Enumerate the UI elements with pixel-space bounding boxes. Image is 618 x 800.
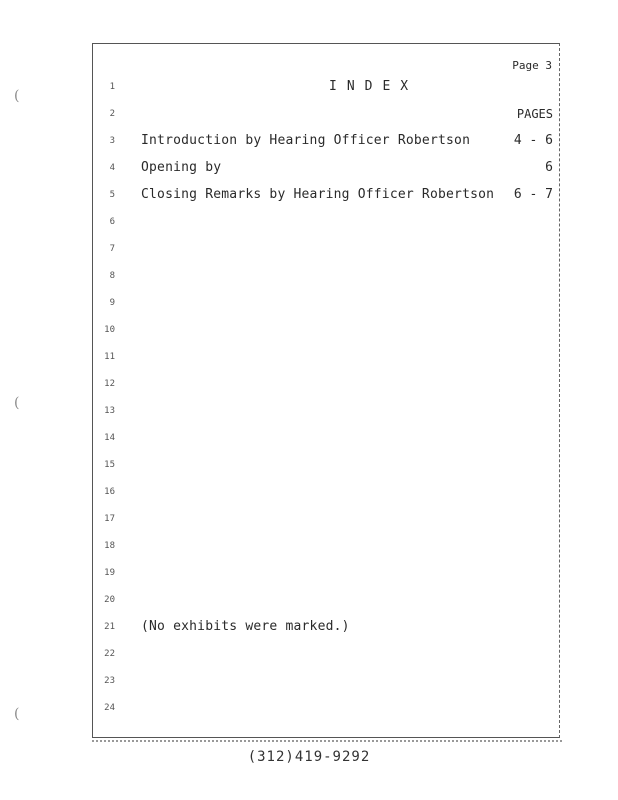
index-title: INDEX <box>329 79 419 94</box>
line-number-11: 11 <box>104 352 115 362</box>
line-number-10: 10 <box>104 325 115 335</box>
index-entry-text: Closing Remarks by Hearing Officer Robertson <box>141 187 495 202</box>
footer-phone-number: (312)419-9292 <box>247 749 371 765</box>
line-number-13: 13 <box>104 406 115 416</box>
page-number-label: Page 3 <box>512 59 552 72</box>
line-number-3: 3 <box>109 136 115 146</box>
exhibits-note: (No exhibits were marked.) <box>141 619 350 634</box>
line-number-23: 23 <box>104 676 115 686</box>
line-number-4: 4 <box>109 163 115 173</box>
line-number-6: 6 <box>109 217 115 227</box>
line-number-14: 14 <box>104 433 115 443</box>
line-number-18: 18 <box>104 541 115 551</box>
line-number-21: 21 <box>104 622 115 632</box>
line-number-12: 12 <box>104 379 115 389</box>
line-number-7: 7 <box>109 244 115 254</box>
line-number-20: 20 <box>104 595 115 605</box>
line-number-1: 1 <box>109 82 115 92</box>
line-number-5: 5 <box>109 190 115 200</box>
line-number-15: 15 <box>104 460 115 470</box>
line-number-8: 8 <box>109 271 115 281</box>
index-entry-text: Introduction by Hearing Officer Robertson <box>141 133 471 148</box>
line-number-22: 22 <box>104 649 115 659</box>
line-number-17: 17 <box>104 514 115 524</box>
line-number-19: 19 <box>104 568 115 578</box>
index-entry-pages: 6 - 7 <box>513 187 553 202</box>
transcript-page-frame <box>92 43 560 738</box>
index-entry-text: Opening by <box>141 160 222 175</box>
margin-bracket-top: ( <box>14 88 20 104</box>
line-number-24: 24 <box>104 703 115 713</box>
index-entry-pages: 6 <box>545 160 553 175</box>
margin-bracket-middle: ( <box>14 395 20 411</box>
line-number-2: 2 <box>109 109 115 119</box>
pages-column-header: PAGES <box>516 107 553 121</box>
line-number-16: 16 <box>104 487 115 497</box>
margin-bracket-bottom: ( <box>14 706 20 722</box>
line-number-9: 9 <box>109 298 115 308</box>
index-entry-pages: 4 - 6 <box>513 133 553 148</box>
page-bottom-rule <box>92 740 562 742</box>
